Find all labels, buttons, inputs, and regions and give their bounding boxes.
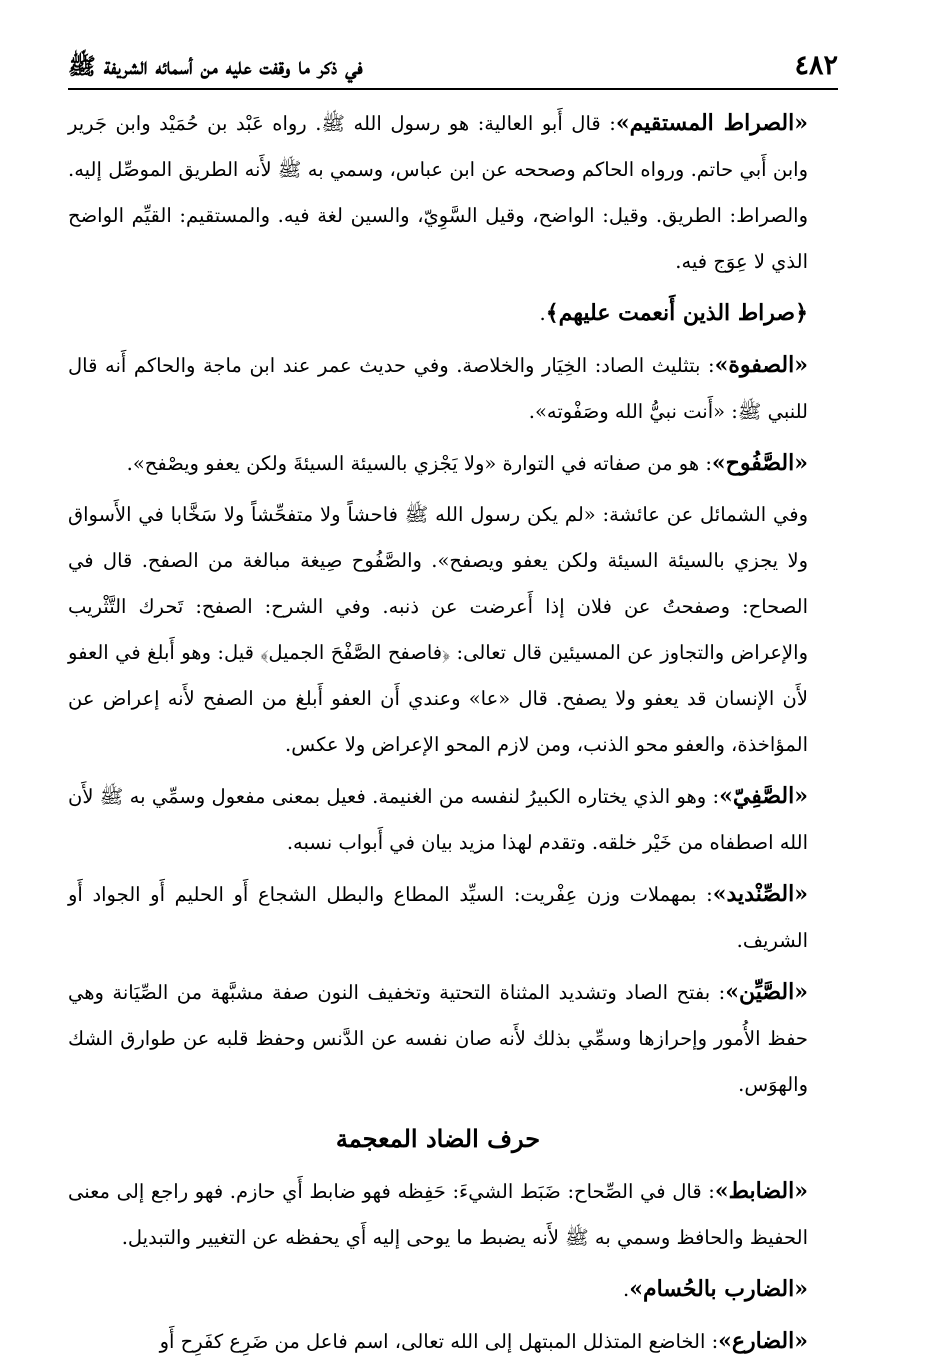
entry-text: . — [539, 302, 546, 325]
entry-term: «الصَّفُوح» — [711, 450, 808, 476]
page-body — [68, 100, 808, 1370]
entry-text: : هو من صفاته في التوارة «ولا يَجْزي بالسيئة السيئةَ ولكن يعفو ويصْفح». — [126, 452, 712, 475]
entry-paragraph — [68, 871, 808, 964]
entry-text: : الخاضع المتذلل المبتهل إلى الله تعالى، اسم فاعل من ضَرِع كفَرِح أَو — [159, 1330, 719, 1353]
running-title: في ذكر ما وقفت عليه من أسمائه الشريفة ﷺ — [68, 53, 363, 80]
entry-text: . — [623, 1278, 630, 1301]
entry-term: «الصراط المستقيم» — [615, 110, 809, 136]
entry-paragraph — [68, 1318, 808, 1365]
section-heading: حرف الضاد المعجمة — [335, 1124, 541, 1153]
entry-paragraph — [68, 1168, 808, 1261]
entry-text: : بمهملات وزن عِفْريت: السيِّد المطاع والبطل الشجاع أَو الحليم أَو الجواد أَو الشريف. — [68, 883, 808, 952]
body-paragraph — [68, 492, 808, 768]
entry-text: وفي الشمائل عن عائشة: «لم يكن رسول الله ﷺ فاحشاً ولا متفحِّشاً ولا سَخَّابا في الأَسواق ولا يجزي بالسيئة السيئة ولكن يعفو ويصفح». والصَّفُوح صِيغة مبالغة من الصفح. قال في الصحاح: وصفحتُ عن فلان إذا أَعرضت عن ذنبه. وفي الشرح: الصفح: تَحرك التَّثْريب والإعراض والتجاوز عن المسيئين قال تعالى: ﴿فاصفح الصَّفْحَ الجميل﴾ قيل: وهو أَبلغ في العفو لأَن الإنسان قد يعفو ولا يصفح. قال «عا» وعندي أَن العفو أَبلغ من الصفح لأَنه إعراض عن المؤاخذة، والعفو محو الذنب، ومن لازم المحو الإعراض ولا عكس. — [68, 503, 808, 756]
entry-term: «الضابط» — [714, 1178, 808, 1204]
entry-text: : قال أَبو العالية: هو رسول الله ﷺ. رواه عَبْد بن حُمَيْد وابن جَرير وابن أَبي حاتم. ورواه الحاكم وصححه عن ابن عباس، وسمي به ﷺ لأَنه الطريق الموصِّل إليه. والصراط: الطريق. وقيل: الواضح، وقيل السَّوِيّ، والسين لغة فيه. والمستقيم: القيِّم الواضح الذي لا عِوَج فيه. — [68, 112, 808, 273]
entry-paragraph — [68, 1266, 808, 1313]
entry-text: : بتثليث الصاد: الخِيَار والخلاصة. وفي حديث عمر عند ابن ماجة والحاكم أَنه قال للنبي ﷺ: «أَنت نبيُّ الله وصَفْوته». — [68, 354, 808, 423]
entry-term: «الضارع» — [718, 1328, 808, 1354]
entry-paragraph — [68, 342, 808, 435]
entry-paragraph — [68, 100, 808, 285]
entry-term: ﴿صراط الذين أَنعمت عليهم﴾ — [545, 300, 808, 326]
entry-term: «الصفوة» — [714, 352, 808, 378]
entry-text: : بفتح الصاد وتشديد المثناة التحتية وتخفيف النون صفة مشبَّهة من الصِّيَانة وهي حفظ الأُمور وإحرازها وسمِّي بذلك لأَنه صان نفسه عن الدَّنس وحفظ قلبه عن طوارق الشك والهوَس. — [68, 981, 808, 1096]
entry-term: «الصَّيِّن» — [725, 979, 808, 1005]
entry-term: «الضارب بالحُسام» — [629, 1276, 808, 1302]
entry-paragraph — [68, 773, 808, 866]
entry-paragraph — [68, 440, 808, 487]
quote-paragraph — [68, 290, 808, 337]
entry-term: «الصِّنْديد» — [712, 881, 808, 907]
entry-text: : وهو الذي يختاره الكبيرُ لنفسه من الغنيمة. فعيل بمعنى مفعول وسمِّي به ﷺ لأَن الله اصطفاه من خَيْر خلقه. وتقدم لهذا مزيد بيان في أَبواب نسبه. — [68, 785, 808, 854]
entry-text: : قال في الصِّحاح: ضَبَط الشيءَ: حَفِظه فهو ضابط أَي حازم. فهو راجع إلى معنى الحفيظ والحافظ وسمي به ﷺ لأَنه يضبط ما يوحى إليه أَي يحفظه عن التغيير والتبديل. — [68, 1180, 808, 1249]
page-number: ٤٨٢ — [794, 50, 838, 81]
entry-paragraph — [68, 969, 808, 1108]
entry-term: «الصَّفِيّ» — [719, 783, 808, 809]
page-header — [68, 44, 838, 90]
